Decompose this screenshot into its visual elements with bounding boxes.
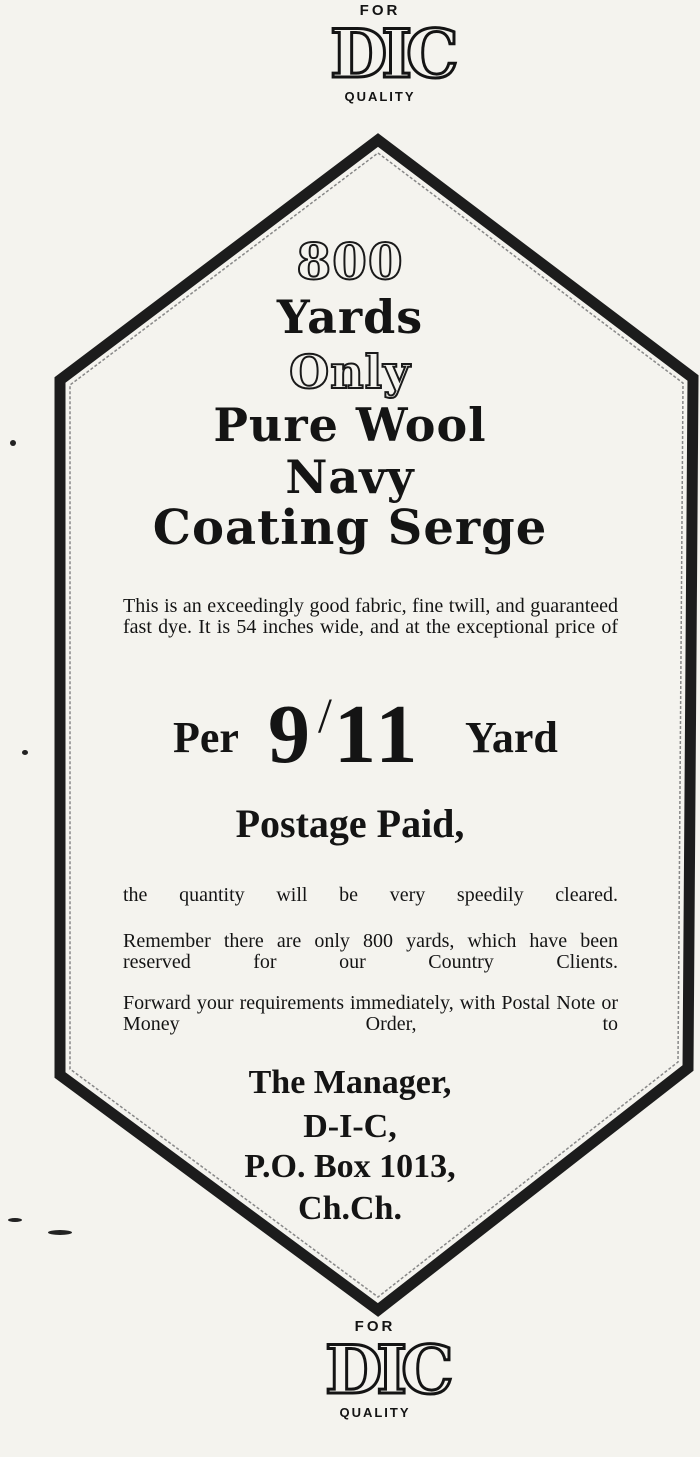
note-cleared: the quantity will be very speedily cleared. [123,884,618,906]
price-unit: Yard [465,713,558,762]
address-po-box: P.O. Box 1013, [244,1148,456,1185]
badge-bottom-text: QUALITY [344,89,416,104]
price-row [0,687,700,781]
postage-paid: Postage Paid, [235,801,465,846]
dic-quality-badge-bottom [325,1318,448,1420]
badge-bottom-text: QUALITY [339,1405,411,1420]
address-manager: The Manager, [248,1064,452,1101]
dic-logo-icon: DIC [325,1331,448,1409]
dic-logo-icon: DIC [330,15,453,93]
dic-quality-badge-top [330,2,453,104]
headline-yards: Yards [276,290,424,344]
headline-only: Only [289,345,411,399]
headline-navy: Navy [285,450,415,504]
note-country-clients: Remember there are only 800 yards, which have been reserved for our Country Clients. [123,930,618,973]
price-slash: / [318,687,332,743]
description-text: This is an exceedingly good fabric, fine twill, and guaranteed fast dye. It is 54 inches wide, and at the exceptional price of [123,595,618,638]
note-forward: Forward your requirements immediately, with Postal Note or Money Order, to [123,992,618,1035]
headline-coating-serge: Coating Serge [152,500,548,556]
price-prefix: Per [173,713,239,762]
badge-top-text: FOR [354,1318,396,1335]
address-dic: D-I-C, [303,1108,397,1145]
ink-speck [48,1230,72,1235]
price-pence: 11 [334,688,422,781]
badge-top-text: FOR [359,2,401,19]
headline-800: 800 [296,232,404,291]
headline-pure-wool: Pure Wool [213,398,487,452]
price-shillings: 9 [268,688,310,781]
ink-speck [8,1218,22,1222]
ink-speck [22,750,28,755]
address-city: Ch.Ch. [298,1190,402,1227]
ink-speck [10,440,16,446]
